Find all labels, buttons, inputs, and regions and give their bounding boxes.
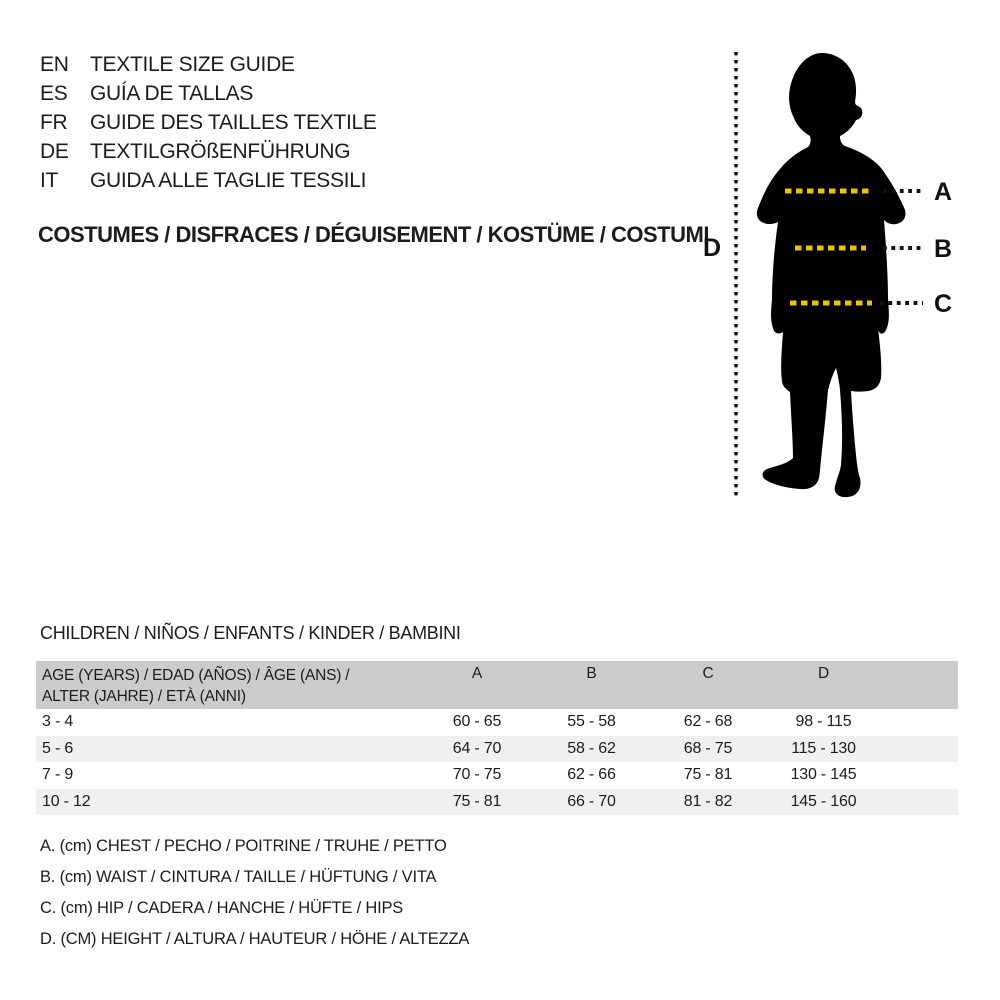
age-cell: 5 - 6 — [42, 739, 74, 757]
language-label: GUIDA ALLE TAGLIE TESSILI — [90, 168, 367, 192]
value-cell-b: 62 - 66 — [567, 766, 616, 784]
header-filler — [881, 661, 958, 709]
language-row — [40, 79, 377, 108]
label-b: B — [934, 235, 953, 263]
value-cell-d: 98 - 115 — [795, 713, 852, 731]
measurement-figure — [690, 40, 1000, 510]
language-row — [40, 50, 377, 79]
legend-item-height: D. (CM) HEIGHT / ALTURA / HAUTEUR / HÖHE / ALTEZZA — [40, 930, 470, 948]
language-code: FR — [40, 110, 68, 134]
size-row — [36, 709, 958, 736]
value-cell-c: 75 - 81 — [683, 766, 733, 784]
age-header-line2: ALTER (JAHRE) / ETÀ (ANNI) — [42, 688, 246, 705]
row-filler — [881, 709, 958, 736]
label-d: D — [703, 234, 722, 262]
value-cell-d: 145 - 160 — [790, 792, 857, 810]
value-cell-b: 66 - 70 — [567, 792, 616, 810]
row-filler — [881, 789, 958, 816]
language-list — [40, 50, 377, 195]
measurement-figure-svg — [690, 40, 1000, 510]
language-row — [40, 108, 377, 137]
value-cell-d: 115 - 130 — [791, 739, 856, 757]
value-cell-b: 58 - 62 — [567, 739, 616, 757]
value-cell-a: 64 - 70 — [452, 739, 502, 757]
value-cell-c: 68 - 75 — [683, 739, 733, 757]
category-title: COSTUMES / DISFRACES / DÉGUISEMENT / KOSTÜME / COSTUMI — [38, 222, 709, 247]
size-row — [36, 736, 958, 763]
language-label: TEXTILE SIZE GUIDE — [90, 52, 295, 76]
language-label: GUIDE DES TAILLES TEXTILE — [90, 110, 377, 134]
label-c: C — [934, 290, 953, 318]
legend-item-waist: B. (cm) WAIST / CINTURA / TAILLE / HÜFTUNG / VITA — [40, 868, 437, 886]
size-row — [36, 789, 958, 816]
language-code: EN — [40, 52, 69, 76]
column-header-a: A — [421, 661, 533, 709]
label-a: A — [934, 178, 953, 206]
value-cell-c: 62 - 68 — [683, 713, 733, 731]
value-cell-a: 70 - 75 — [452, 766, 502, 784]
legend-item-hip: C. (cm) HIP / CADERA / HANCHE / HÜFTE / HIPS — [40, 899, 404, 917]
language-code: DE — [40, 139, 69, 163]
child-silhouette — [757, 53, 906, 497]
measurement-legend — [40, 831, 469, 955]
value-cell-b: 55 - 58 — [567, 713, 616, 731]
age-cell: 3 - 4 — [42, 713, 74, 731]
legend-item-chest: A. (cm) CHEST / PECHO / POITRINE / TRUHE / PETTO — [40, 837, 447, 855]
age-column-header — [36, 661, 421, 709]
value-cell-c: 81 - 82 — [683, 792, 733, 810]
language-code: ES — [40, 81, 68, 105]
value-cell-a: 60 - 65 — [452, 713, 502, 731]
size-table-header-row — [36, 661, 958, 709]
row-filler — [881, 762, 958, 789]
row-filler — [881, 736, 958, 763]
size-row — [36, 762, 958, 789]
language-code: IT — [40, 168, 59, 192]
age-cell: 7 - 9 — [42, 766, 74, 784]
age-header-line1: AGE (YEARS) / EDAD (AÑOS) / ÂGE (ANS) / — [42, 667, 350, 684]
language-label: TEXTILGRÖßENFÜHRUNG — [90, 139, 351, 163]
size-table — [36, 661, 958, 815]
column-header-b: B — [533, 661, 650, 709]
language-label: GUÍA DE TALLAS — [90, 81, 254, 105]
table-section-title: CHILDREN / NIÑOS / ENFANTS / KINDER / BAMBINI — [40, 623, 461, 643]
age-cell: 10 - 12 — [42, 792, 91, 810]
language-row — [40, 166, 377, 195]
column-header-c: C — [650, 661, 766, 709]
value-cell-a: 75 - 81 — [452, 792, 502, 810]
language-row — [40, 137, 377, 166]
column-header-d: D — [766, 661, 881, 709]
value-cell-d: 130 - 145 — [790, 766, 857, 784]
